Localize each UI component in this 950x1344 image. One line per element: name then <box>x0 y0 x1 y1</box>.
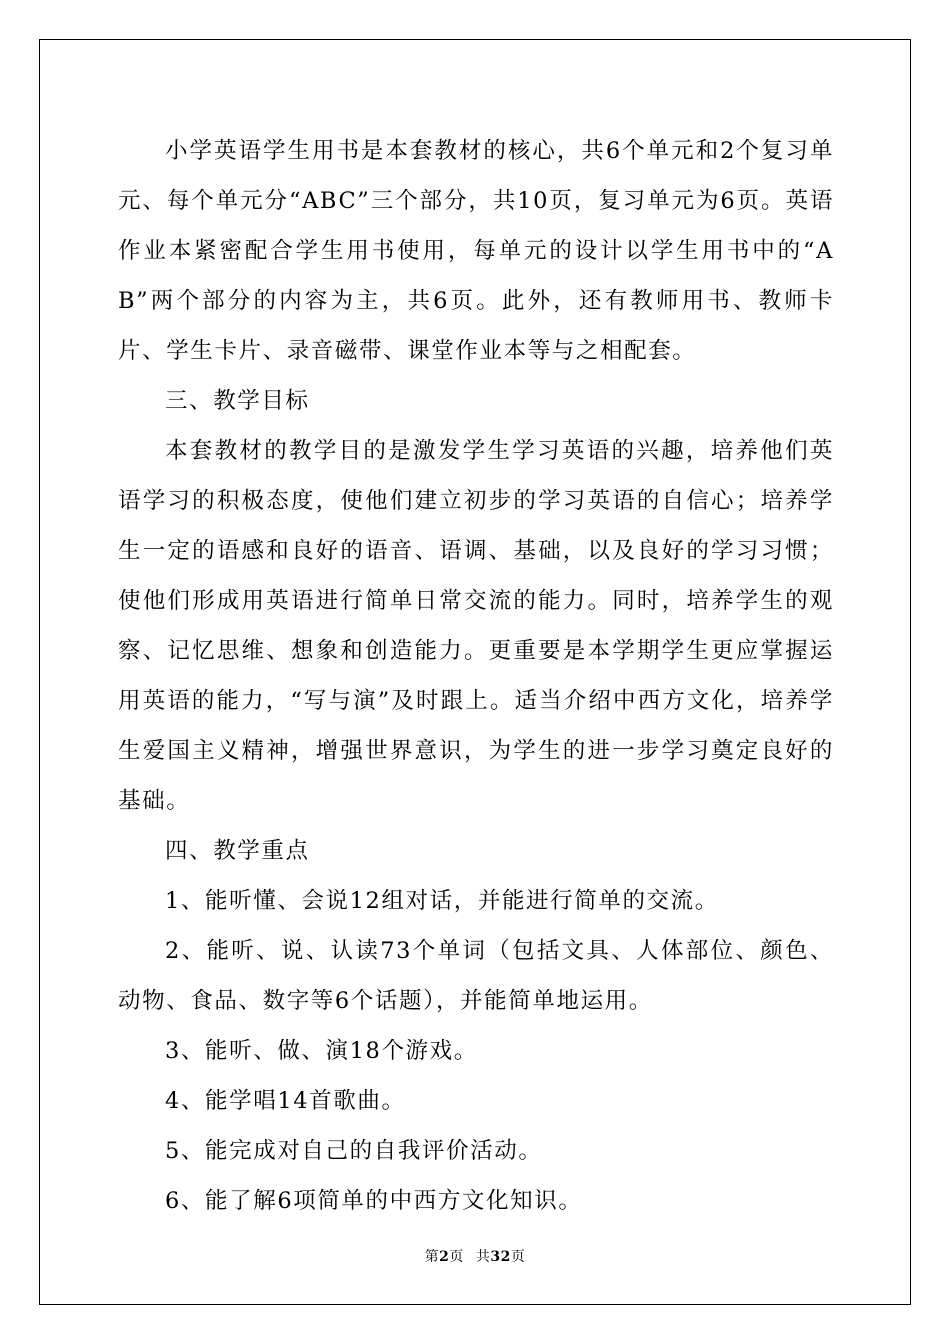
list-item-focus-6: 6、能了解6项简单的中西方文化知识。 <box>165 1188 583 1214</box>
page-prefix: 第 <box>424 1249 440 1265</box>
section-heading-teaching-focus: 四、教学重点 <box>165 838 310 864</box>
page-suffix: 页 <box>449 1249 464 1265</box>
list-item-focus-4: 4、能学唱14首歌曲。 <box>165 1088 406 1114</box>
page-number: 2 <box>439 1249 450 1265</box>
list-item-focus-5: 5、能完成对自己的自我评价活动。 <box>165 1138 543 1164</box>
paragraph-textbook-description: 小学英语学生用书是本套教材的核心，共6个单元和2个复习单元、每个单元分“ABC”三个部分，共10页，复习单元为6页。英语作业本紧密配合学生用书使用，每单元的设计以学生用书中的“AB”两个部分的内容为主，共6页。此外，还有教师用书、教师卡片、学生卡片、录音磁带、课堂作业本等与之相配套。 <box>118 138 834 364</box>
paragraph-teaching-goals: 本套教材的教学目的是激发学生学习英语的兴趣，培养他们英语学习的积极态度，使他们建立初步的学习英语的自信心；培养学生一定的语感和良好的语音、语调、基础，以及良好的学习习惯；使他们形成用英语进行简单日常交流的能力。同时，培养学生的观察、记忆思维、想象和创造能力。更重要是本学期学生更应掌握运用英语的能力，“写与演”及时跟上。适当介绍中西方文化，培养学生爱国主义精神，增强世界意识，为学生的进一步学习奠定良好的基础。 <box>118 438 834 814</box>
list-item-focus-2: 2、能听、说、认读73个单词（包括文具、人体部位、颜色、动物、食品、数字等6个话题），并能简单地运用。 <box>118 938 834 1014</box>
total-pages: 32 <box>490 1249 511 1265</box>
list-item-focus-1: 1、能听懂、会说12组对话，并能进行简单的交流。 <box>165 888 719 914</box>
total-suffix: 页 <box>510 1249 526 1265</box>
page-footer <box>0 1246 950 1266</box>
section-heading-teaching-goals: 三、教学目标 <box>165 388 310 414</box>
document-body <box>118 126 834 1226</box>
total-prefix: 共 <box>475 1249 491 1265</box>
list-item-focus-3: 3、能听、做、演18个游戏。 <box>165 1038 478 1064</box>
